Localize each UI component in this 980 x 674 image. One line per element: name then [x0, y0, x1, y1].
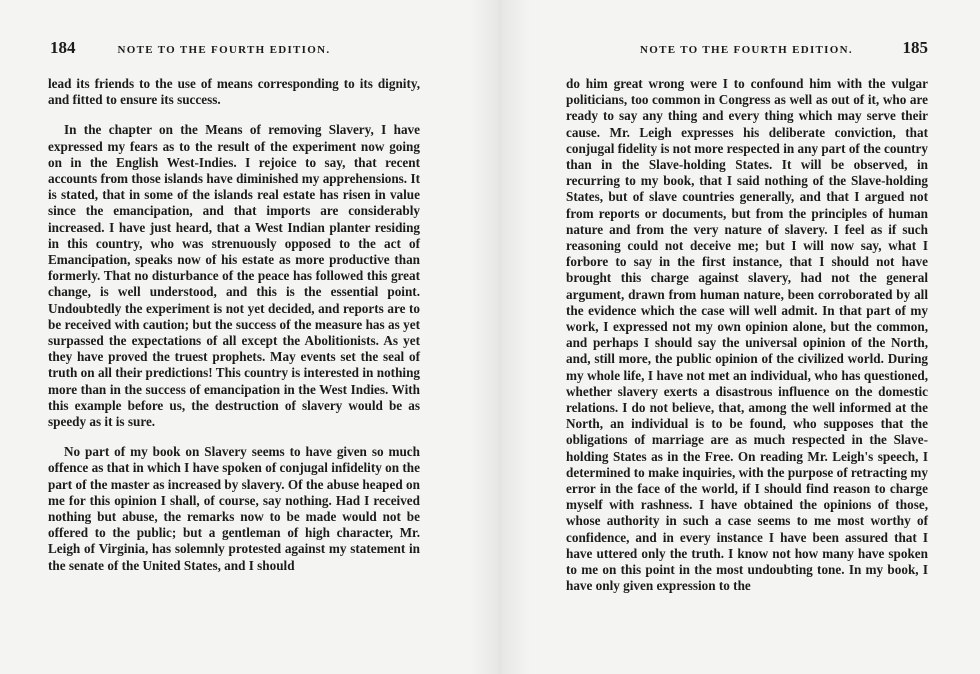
- left-page-body: [48, 76, 420, 574]
- paragraph-continuation: do him great wrong were I to confound him with the vulgar politicians, too common in Congress as well as out of it, who are ready to say any thing and every thing which may serve their cause. Mr. Leigh expresses his deliberate conviction, that conjugal fidelity is not more respected in any part of the country than in the Slave-holding States. It will be observed, in recurring to my book, that I said nothing of the Slave-holding States, but of slave countries generally, and that I argued not from reports or documents, but from the principles of human nature and from the very nature of slavery. I feel as if such reasoning could not deceive me; but I will now say, what I forbore to say in the first instance, that I should not have brought this charge against slavery, had not the general argument, drawn from human nature, been corroborated by all the evidence which the case will well admit. In that part of my work, I expressed not my own opinion alone, but the common, and perhaps I should say the universal opinion of the North, and, still more, the public opinion of the civilized world. During my whole life, I have not met an individual, who has questioned, whether slavery exerts a disastrous influence on the domestic relations. I do not believe, that, among the well informed at the North, an individual is to be found, who supposes that the obligations of marriage are as much respected in the Slave-holding States as in the Free. On reading Mr. Leigh's speech, I determined to make inquiries, with the purpose of retracting my error in the face of the world, if I should find reason to charge myself with rashness. I have obtained the opinions of those, whose authority in such a case seems to me most worthy of confidence, and in every instance I have been assured that I have uttered only the truth. I know not how many have spoken to me on this point in the most undoubting tone. In my book, I have only given expression to the: [566, 76, 928, 594]
- page-number: 185: [902, 38, 928, 57]
- right-page: [490, 0, 980, 674]
- right-page-body: [566, 76, 928, 595]
- running-head: NOTE TO THE FOURTH EDITION.: [640, 44, 853, 56]
- page-number: 184: [50, 38, 76, 57]
- right-page-header: [640, 38, 928, 62]
- paragraph-continuation: lead its friends to the use of means corresponding to its dignity, and fitted to ensure its success.: [48, 76, 420, 108]
- left-page-header: [50, 38, 422, 62]
- running-head: NOTE TO THE FOURTH EDITION.: [117, 44, 331, 56]
- paragraph-emancipation: In the chapter on the Means of removing Slavery, I have expressed my fears as to the result of the experiment now going on in the English West-Indies. I rejoice to say, that recent accounts from those islands have diminished my apprehensions. It is stated, that in some of the islands real estate has risen in value since the emancipation, and that imports are considerably increased. I have just heard, that a West Indian planter residing in this country, who was strenuously opposed to the act of Emancipation, speaks now of his estate as more productive than formerly. That no disturbance of the peace has followed this great change, is well understood, and this is the essential point. Undoubtedly the experiment is not yet decided, and reports are to be received with caution; but the success of the measure has as yet surpassed the expectations of all except the Abolitionists. As yet they have proved the truest prophets. May events set the seal of truth on all their predictions! This country is interested in nothing more than in the success of emancipation in the West Indies. With this example before us, the destruction of slavery would be as speedy as it is sure.: [48, 122, 420, 430]
- paragraph-conjugal-infidelity: No part of my book on Slavery seems to have given so much offence as that in which I have spoken of conjugal infidelity on the part of the master as increased by slavery. Of the abuse heaped on me for this opinion I shall, of course, say nothing. Had I received nothing but abuse, the remarks now to be made would not be offered to the public; but a gentleman of high character, Mr. Leigh of Virginia, has solemnly protested against my statement in the senate of the United States, and I should: [48, 444, 420, 573]
